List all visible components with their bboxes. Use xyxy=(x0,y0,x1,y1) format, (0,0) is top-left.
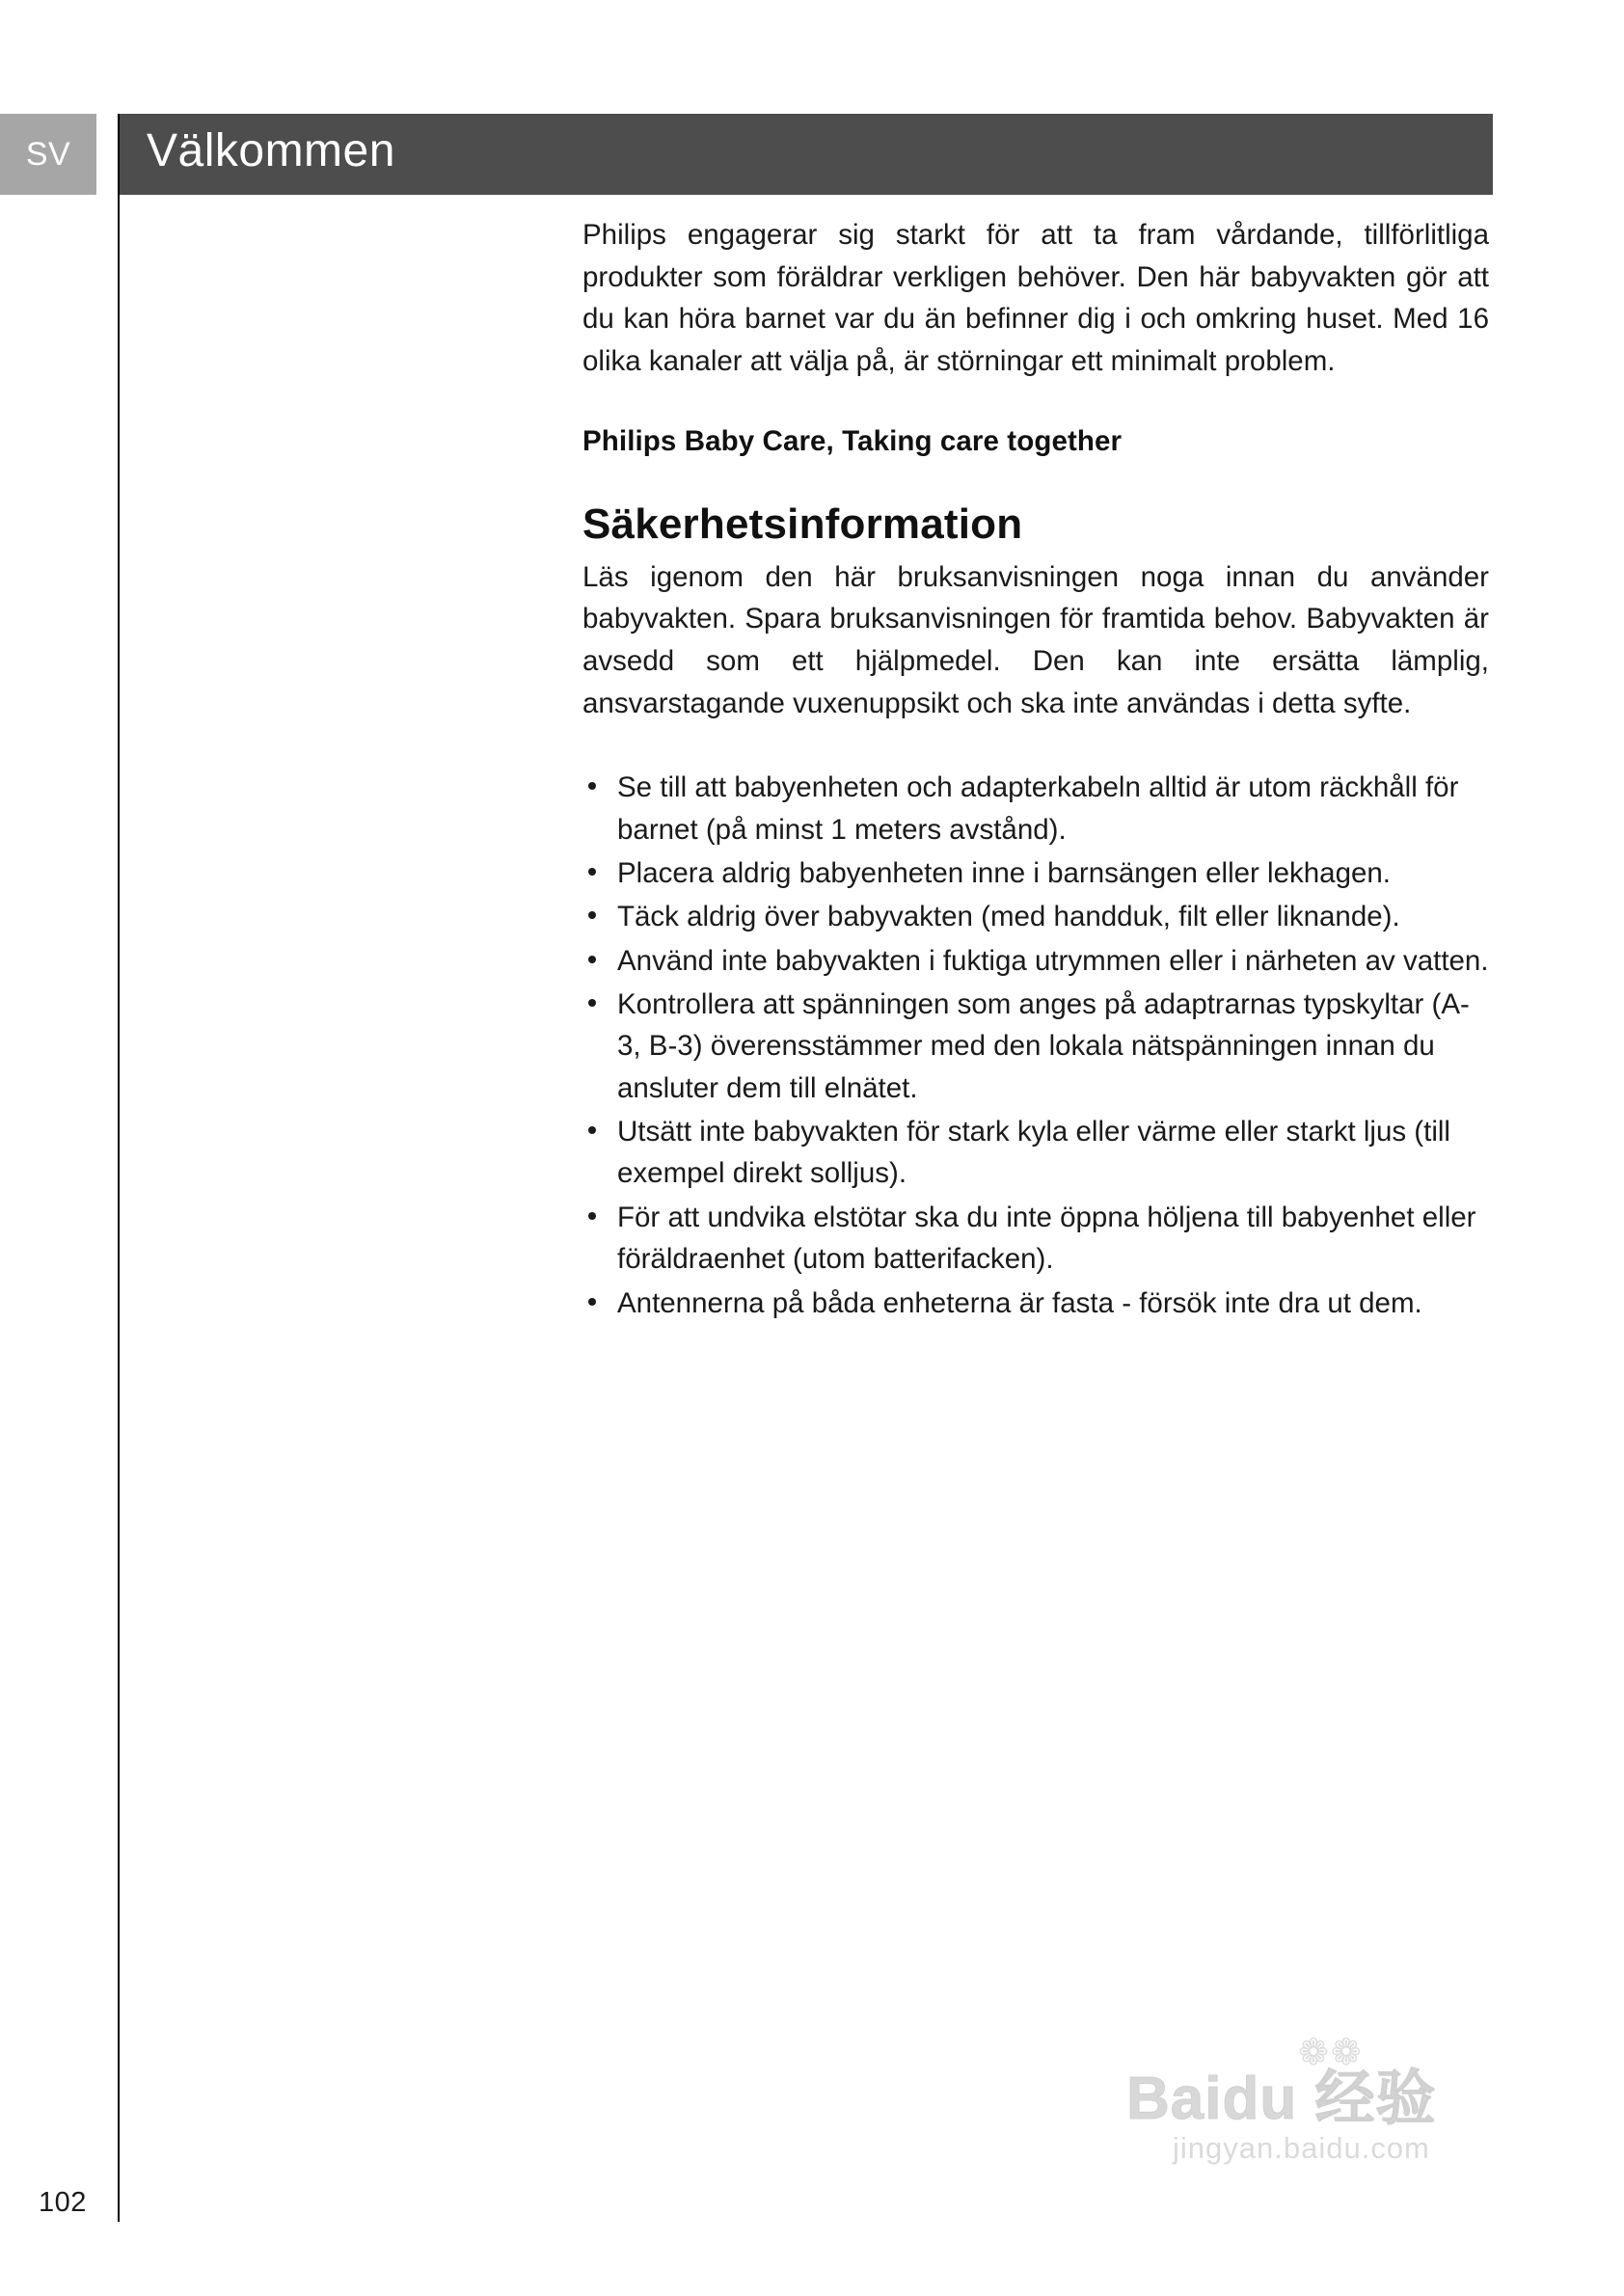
watermark-main-text: Baidu 经验 xyxy=(1126,2066,1437,2132)
list-item xyxy=(582,852,1489,894)
list-item xyxy=(582,1197,1489,1281)
bullet-icon xyxy=(588,956,596,963)
spacer xyxy=(582,724,1489,767)
list-item xyxy=(582,940,1489,982)
bullet-icon xyxy=(588,1126,596,1134)
page-header-bar xyxy=(120,114,1493,195)
list-item-text: Utsätt inte babyvakten för stark kyla eller värme eller starkt ljus (till exempel direkt solljus). xyxy=(617,1116,1450,1190)
paw-icon: ❁❁ xyxy=(1298,2033,1364,2073)
list-item-text: För att undvika elstötar ska du inte öppna höljena till babyenhet eller föräldraenhet (utom batterifacken). xyxy=(617,1201,1476,1276)
bullet-icon xyxy=(588,1298,596,1306)
list-item-text: Använd inte babyvakten i fuktiga utrymmen eller i närheten av vatten. xyxy=(617,944,1489,977)
watermark-url-text: jingyan.baidu.com xyxy=(1173,2131,1430,2165)
bullet-icon xyxy=(588,911,596,919)
intro-paragraph: Philips engagerar sig starkt för att ta fram vårdande, tillförlitliga produkter som föräldrar verkligen behöver. Den här babyvakten gör att du kan höra barnet var du än befinner dig i och omkring huset. Med 16 olika kanaler att välja på, är störningar ett minimalt problem. xyxy=(582,219,1489,377)
spacer xyxy=(582,383,1489,425)
bullet-icon xyxy=(588,868,596,876)
list-item xyxy=(582,984,1489,1109)
language-badge-label: SV xyxy=(25,135,71,173)
baidu-watermark xyxy=(1126,2031,1531,2175)
list-item xyxy=(582,1283,1489,1324)
language-badge xyxy=(0,114,96,195)
list-item xyxy=(582,896,1489,937)
page-content xyxy=(582,214,1489,1326)
bullet-icon xyxy=(588,782,596,790)
spacer xyxy=(582,458,1489,500)
section-title-safety: Säkerhetsinformation xyxy=(582,500,1023,548)
safety-bullet-list xyxy=(582,767,1489,1324)
page-number: 102 xyxy=(39,2187,87,2218)
bullet-icon xyxy=(588,999,596,1007)
list-item xyxy=(582,767,1489,851)
brand-tagline: Philips Baby Care, Taking care together xyxy=(582,424,1123,457)
bullet-icon xyxy=(588,1212,596,1220)
page-left-rule xyxy=(118,114,120,2222)
safety-intro-paragraph: Läs igenom den här bruksanvisningen noga innan du använder babyvakten. Spara bruksanvisningen för framtida behov. Babyvakten är avsedd som ett hjälpmedel. Den kan inte ersätta lämplig, ansvarstagande vuxenuppsikt och ska inte användas i detta syfte. xyxy=(582,560,1489,719)
list-item-text: Se till att babyenheten och adapterkabeln alltid är utom räckhåll för barnet (på minst 1 meters avstånd). xyxy=(617,771,1459,846)
list-item-text: Antennerna på båda enheterna är fasta - försök inte dra ut dem. xyxy=(617,1286,1422,1319)
list-item-text: Kontrollera att spänningen som anges på adaptrarnas typskyltar (A-3, B-3) överensstämmer med den lokala nätspänningen innan du ansluter dem till elnätet. xyxy=(617,988,1470,1104)
list-item-text: Placera aldrig babyenheten inne i barnsängen eller lekhagen. xyxy=(617,856,1391,889)
list-item xyxy=(582,1111,1489,1195)
page-title: Välkommen xyxy=(147,125,395,176)
list-item-text: Täck aldrig över babyvakten (med handduk, filt eller liknande). xyxy=(617,901,1400,933)
